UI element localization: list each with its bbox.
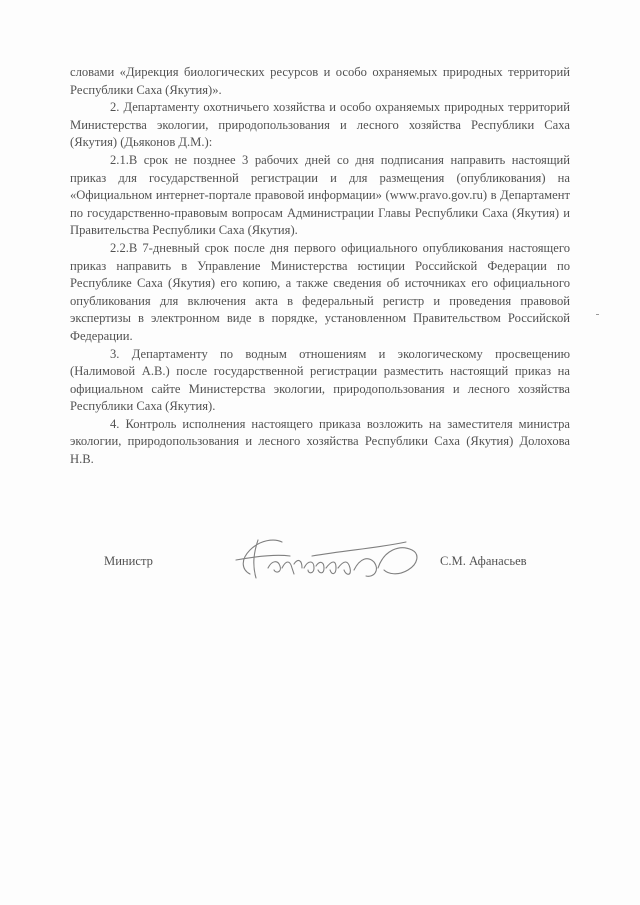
paragraph-2-1: 2.1.В срок не позднее 3 рабочих дней со дня подписания направить настоящий приказ для государственной регистрации и для размещения (опубликования) на «Официальном интернет-портале правовой информации» (www.pravo.gov.ru) в Департамент по государственно-правовым вопросам Администрации Главы Республики Саха (Якутия) и Правительства Республики Саха (Якутия). (70, 152, 570, 238)
scan-speck (596, 314, 599, 315)
handwritten-signature (228, 530, 428, 590)
paragraph-4: 4. Контроль исполнения настоящего приказа возложить на заместителя министра экологии, природопользования и лесного хозяйства Республики Саха (Якутия) Долохова Н.В. (70, 416, 570, 467)
document-body (70, 64, 570, 469)
signature-block (70, 530, 570, 600)
signatory-title: Министр (104, 554, 153, 568)
paragraph-3: 3. Департаменту по водным отношениям и экологическому просвещению (Налимовой А.В.) после государственной регистрации разместить настоящий приказ на официальном сайте Министерства экологии, природопользования и лесного хозяйства Республики Саха (Якутия). (70, 346, 570, 414)
paragraph-2-2: 2.2.В 7-дневный срок после дня первого официального опубликования настоящего приказ направить в Управление Министерства юстиции Российской Федерации по Республике Саха (Якутия) его копию, а также сведения об источниках его официального опубликования для включения акта в федеральный регистр и проведения правовой экспертизы в электронном виде в порядке, установленном Правительством Российской Федерации. (70, 240, 570, 343)
paragraph-2: 2. Департаменту охотничьего хозяйства и особо охраняемых природных территорий Министерства экологии, природопользования и лесного хозяйства Республики Саха (Якутия) (Дьяконов Д.М.): (70, 100, 570, 150)
paragraph-1: словами «Дирекция биологических ресурсов и особо охраняемых природных территорий Республики Саха (Якутия)». (70, 65, 570, 97)
signatory-name: С.М. Афанасьев (440, 554, 527, 568)
